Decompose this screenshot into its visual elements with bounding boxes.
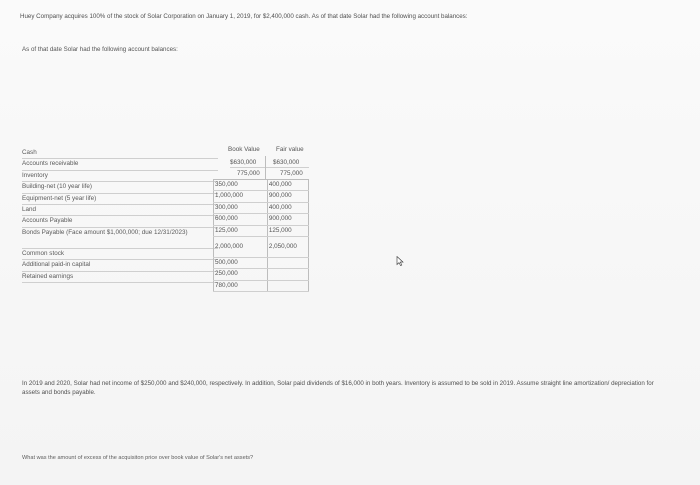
table-row (213, 237, 309, 258)
table-row (213, 281, 309, 292)
receivable-fair-value: 775,000 (280, 170, 303, 177)
cash-fair-value: $630,000 (273, 159, 300, 166)
mouse-cursor-icon (396, 256, 404, 266)
account-name-receivable: Accounts receivable (22, 159, 218, 170)
book-value-cell: 350,000 (213, 180, 267, 190)
account-name-bonds: Bonds Payable (Face amount $1,000,000; due 12/31/2023) (22, 228, 218, 249)
book-value-cell: 600,000 (213, 214, 267, 224)
fair-value-cell (267, 269, 309, 279)
book-value-cell: 125,000 (213, 226, 267, 236)
table-row (213, 226, 309, 237)
fair-value-cell: 2,050,000 (267, 237, 309, 257)
book-value-cell: 250,000 (213, 269, 267, 279)
cash-book-value: $630,000 (230, 159, 257, 166)
fair-value-cell: 400,000 (267, 180, 309, 190)
account-name-payable: Accounts Payable (22, 216, 218, 227)
table-row (213, 214, 309, 225)
receivable-book-value: 775,000 (237, 170, 260, 177)
book-value-cell: 300,000 (213, 203, 267, 213)
sub-heading: As of that date Solar had the following account balances: (22, 46, 178, 53)
table-row (213, 203, 309, 214)
account-name-retained: Retained earnings (22, 272, 218, 283)
table-row (213, 180, 309, 191)
account-name-building: Building-net (10 year life) (22, 182, 218, 193)
question-text: What was the amount of excess of the acquisiton price over book value of Solar's net assets? (22, 455, 254, 461)
account-name-equipment: Equipment-net (5 year life) (22, 194, 218, 205)
table-row (213, 191, 309, 202)
table-row (213, 258, 309, 269)
value-grid (213, 179, 309, 292)
book-value-cell: 780,000 (213, 281, 267, 291)
fair-value-cell: 900,000 (267, 214, 309, 224)
header-book-value: Book Value (228, 146, 260, 153)
book-value-cell: 2,000,000 (213, 237, 267, 257)
fair-value-cell (267, 281, 309, 291)
header-fair-value: Fair value (276, 146, 304, 153)
column-divider (265, 156, 266, 180)
account-names-column (22, 148, 218, 283)
problem-paragraph: In 2019 and 2020, Solar had net income of $250,000 and $240,000, respectively. In addition, Solar paid dividends of $16,000 in both years. Inventory is assumed to be sold in 2019. Assume straight line amortization/ depreciation for assets and bonds payable. (22, 380, 654, 397)
account-name-inventory: Inventory (22, 171, 218, 182)
book-value-cell: 1,000,000 (213, 191, 267, 201)
account-name-common-stock: Common stock (22, 249, 218, 260)
account-name-land: Land (22, 205, 218, 216)
table-row (213, 269, 309, 280)
book-value-cell: 500,000 (213, 258, 267, 268)
fair-value-cell: 125,000 (267, 226, 309, 236)
fair-value-cell (267, 258, 309, 268)
account-name-apic: Additional paid-in capital (22, 260, 218, 271)
intro-text: Huey Company acquires 100% of the stock of Solar Corporation on January 1, 2019, for $2,400,000 cash. As of that date Solar had the following account balances: (20, 13, 468, 20)
fair-value-cell: 900,000 (267, 191, 309, 201)
fair-value-cell: 400,000 (267, 203, 309, 213)
account-name-cash: Cash (22, 148, 218, 159)
